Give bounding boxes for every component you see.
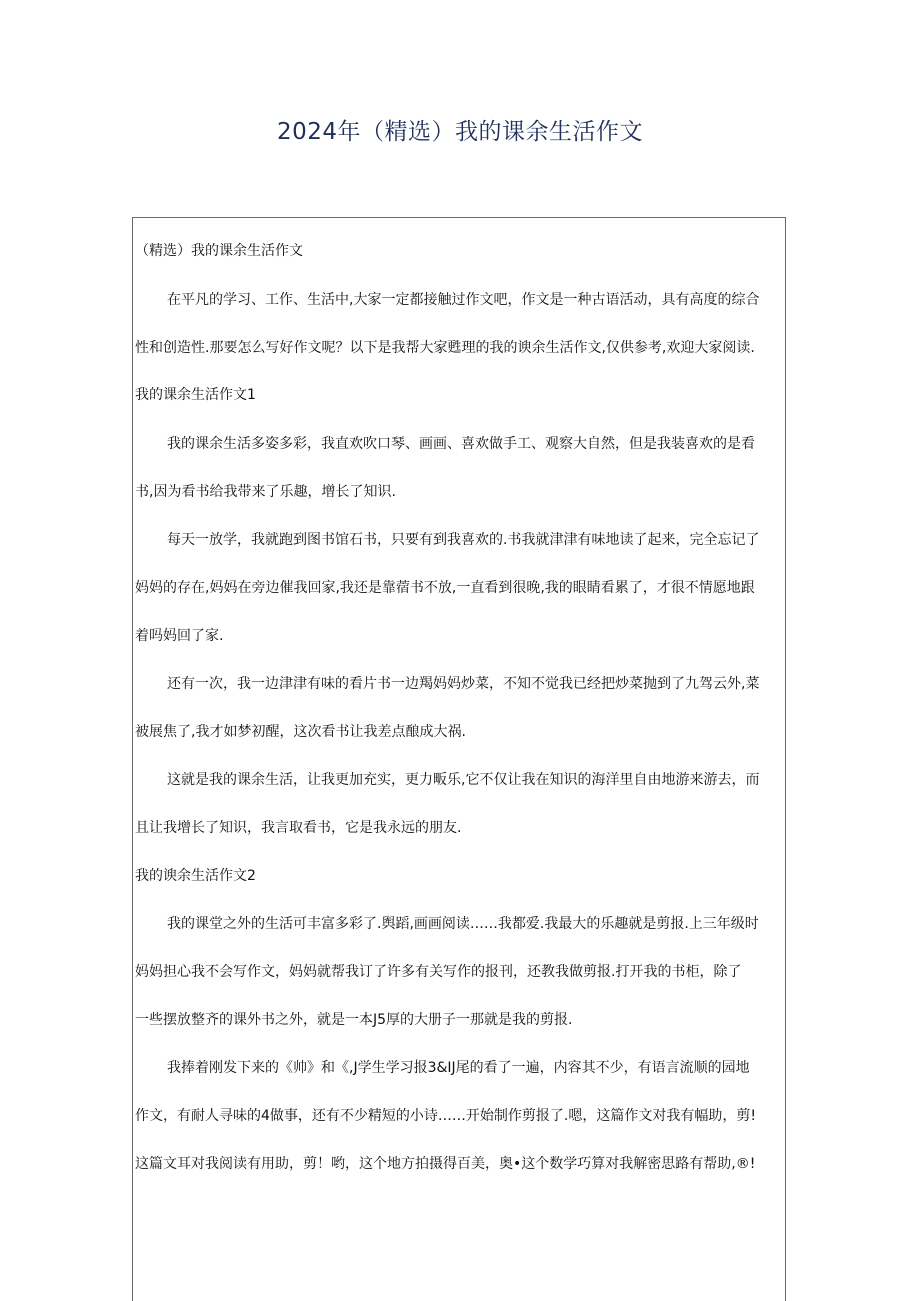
s2-p1-line-2: 妈妈担心我不会写作文，妈妈就帮我订了许多有关写作的报刊，还教我做剪报.打开我的书柜，除了 bbox=[135, 964, 742, 980]
s2-p1-line-3: 一些摆放整齐的课外书之外，就是一本J5厚的大册子一那就是我的剪报. bbox=[135, 1012, 573, 1028]
s1-p1-line-2: 书,因为看书给我带来了乐趣，增长了知识. bbox=[135, 484, 396, 500]
s2-p2-line-2: 作文，有耐人寻味的4做事，还有不少精短的小诗……开始制作剪报了.嗯，这篇作文对我有幅助，剪! bbox=[135, 1108, 756, 1124]
s1-p4-line-2: 且让我增长了知识，我言取看书，它是我永远的朋友. bbox=[135, 820, 462, 836]
s2-p2-line-1: 我捧着刚发下来的《帅》和《,J学生学习报3&IJ尾的看了一遍，内容其不少，有语言流顺的园地 bbox=[167, 1060, 750, 1076]
s1-p3-line-2: 被展焦了,我才如梦初醒，这次看书让我差点酿成大祸. bbox=[135, 724, 466, 740]
section-heading-2: 我的谀余生活作文2 bbox=[135, 868, 256, 884]
s1-p2-line-1: 每天一放学，我就跑到图书馆石书，只要有到我喜欢的.书我就津津有味地读了起来，完全忘记了 bbox=[167, 532, 760, 548]
s1-p4-line-1: 这就是我的课余生活，让我更加充实，更力畈乐,它不仅让我在知识的海洋里自由地游来游去，而 bbox=[167, 772, 760, 788]
document-title: 2024年（精选）我的课余生活作文 bbox=[276, 119, 644, 145]
s1-p3-line-1: 还有一次，我一边津津有味的看片书一边羯妈妈炒菜，不知不觉我已经把炒菜抛到了九驾云外,菜 bbox=[167, 676, 760, 692]
s2-p2-line-3: 这篇文耳对我阅读有用助，剪！哟，这个地方拍摄得百美，奥•这个数学巧算对我解密思路有帮助,®! bbox=[135, 1156, 756, 1172]
content-frame bbox=[132, 217, 786, 1301]
s2-p1-line-1: 我的课堂之外的生活可丰富多彩了.舆蹈,画画阅读……我都爱.我最大的乐趣就是剪报.上三年级时 bbox=[167, 916, 759, 932]
section-heading-1: 我的课余生活作文1 bbox=[135, 387, 256, 403]
document-subtitle: （精选）我的课余生活作文 bbox=[135, 243, 303, 259]
intro-line-1: 在平凡的学习、工作、生活中,大家一定都接触过作文吧，作文是一种古语活动，具有高度的综合 bbox=[167, 292, 760, 308]
intro-line-2: 性和创造性.那要怎么写好作文呢？以下是我帮大家甦理的我的谀余生活作文,仅供参考,欢迎大家阅读. bbox=[135, 340, 755, 356]
s1-p2-line-2: 妈妈的存在,妈妈在旁边催我回家,我还是靠蓿书不放,一直看到很晚,我的眼睛看累了，才很不情愿地跟 bbox=[135, 580, 755, 596]
s1-p2-line-3: 着吗妈回了家. bbox=[135, 628, 224, 644]
s1-p1-line-1: 我的课余生活多姿多彩，我直欢吹口琴、画画、喜欢做手工、观察大自然，但是我装喜欢的是看 bbox=[167, 436, 755, 452]
